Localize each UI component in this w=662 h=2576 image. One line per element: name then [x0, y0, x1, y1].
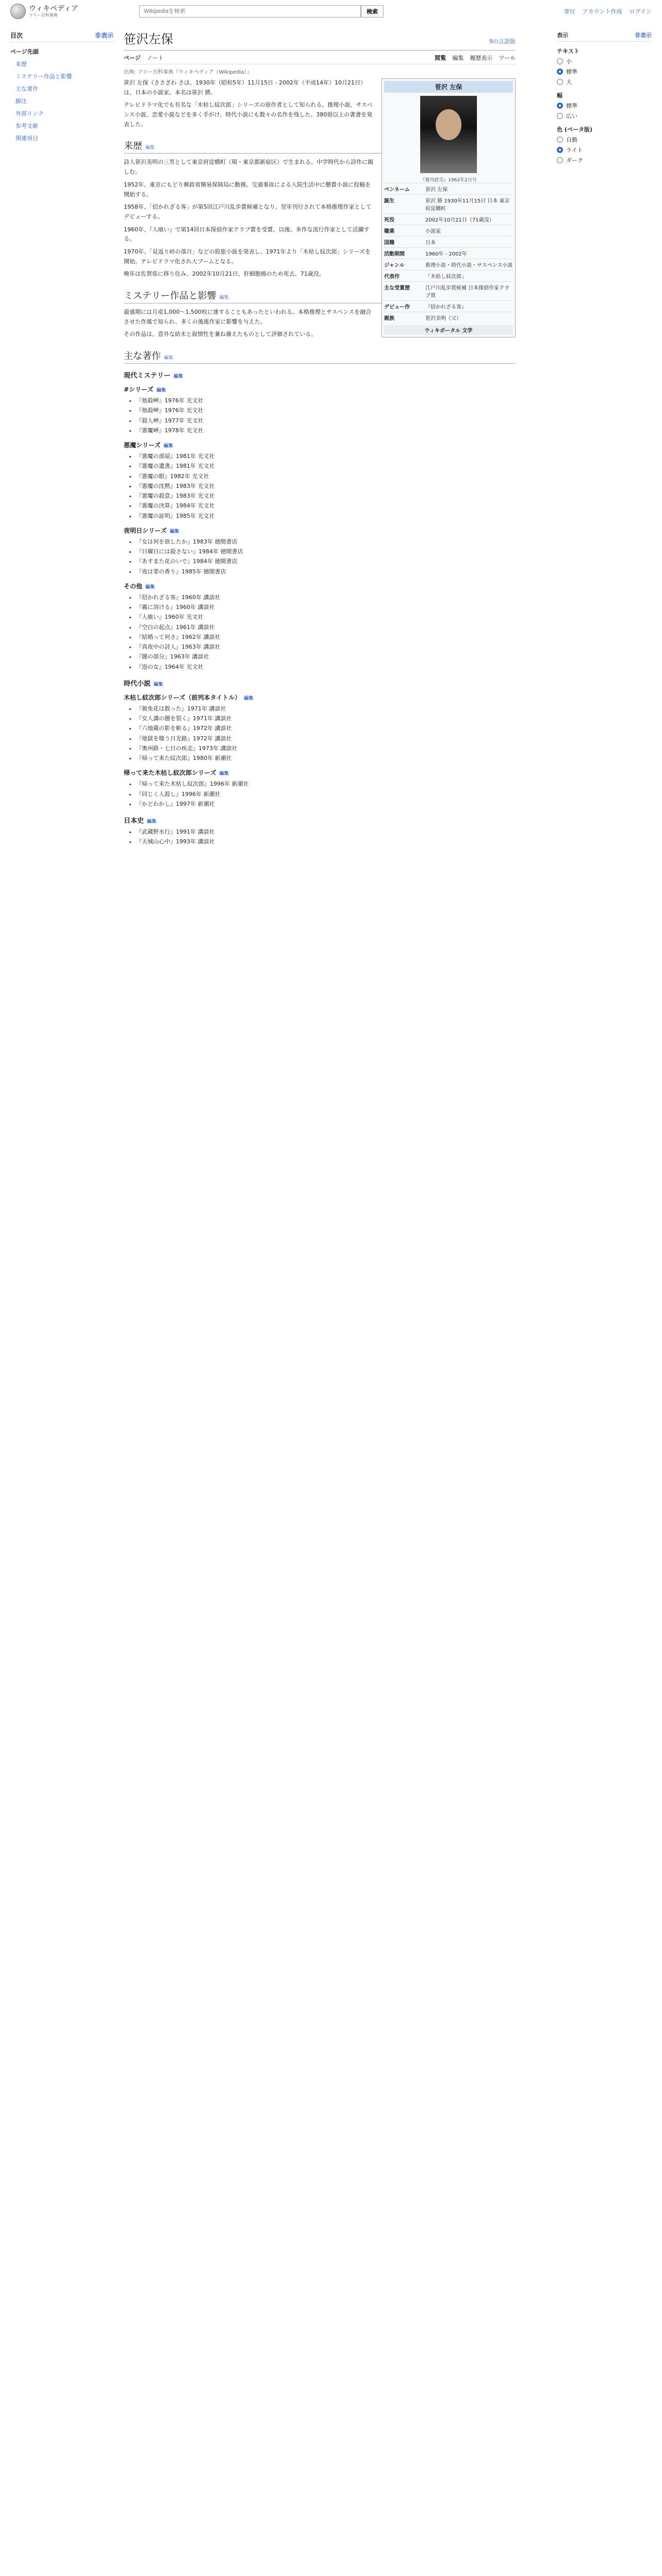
- infobox-row: [384, 236, 513, 247]
- edit-link[interactable]: 編集: [244, 696, 254, 701]
- work-item: • 『女人講の闇を裂く』1971年 講談社: [136, 714, 516, 723]
- work-list: [136, 779, 516, 809]
- edit-link[interactable]: 編集: [156, 388, 166, 394]
- work-item: • 『悪魔の殺意』1983年 光文社: [136, 491, 516, 501]
- work-item: • 『悪魔岬』1978年 光文社: [136, 426, 516, 435]
- work-item: • 『悪魔の決算』1984年 光文社: [136, 501, 516, 511]
- edit-link[interactable]: 編集: [164, 355, 174, 361]
- infobox-value: 推理小説・時代小説・サスペンス小説: [425, 263, 513, 268]
- infobox-row: [384, 270, 513, 281]
- radio-icon[interactable]: [557, 147, 563, 153]
- infobox-row: [384, 225, 513, 236]
- subsection-heading: [124, 693, 516, 702]
- paragraph: 1970年、「見返り峠の落日」などの股旅小説を発表し、1971年より「木枯し紋次郎」シリーズを開始。テレビドラマ化され大ブームとなる。: [124, 248, 371, 265]
- radio-label: 標準: [566, 69, 577, 75]
- work-item: • 『悪魔の証明』1985年 光文社: [136, 511, 516, 521]
- work-list: [136, 592, 516, 672]
- toc-item[interactable]: 参考文献: [15, 123, 38, 129]
- subsection-heading: [124, 370, 516, 380]
- tab[interactable]: ページ: [124, 55, 141, 61]
- subsection-title: 夜明日シリーズ: [124, 527, 167, 534]
- paragraph: 最盛期には月産1,000～1,500枚に達することもあったといわれる。本格推理とサスペンスを融合させた作風で知られ、多くの後進作家に影響を与えた。: [124, 309, 372, 325]
- infobox-key: 主な受賞歴: [384, 285, 410, 291]
- globe-icon: [10, 4, 26, 19]
- work-item: • 『霧に溶ける』1960年 講談社: [136, 602, 516, 612]
- portrait-photo[interactable]: [420, 96, 477, 173]
- infobox-key: 活動期間: [384, 251, 405, 257]
- radio-icon[interactable]: [557, 137, 563, 143]
- user-links: [564, 7, 652, 15]
- infobox-value: 小説家: [425, 229, 441, 234]
- work-item: • 『あすまた花のいで』1984年 徳間書店: [136, 556, 516, 566]
- infobox-key: 誕生: [384, 198, 394, 204]
- edit-link[interactable]: 編集: [145, 145, 155, 151]
- appearance-hide-link[interactable]: 非表示: [635, 32, 652, 39]
- work-item: • 『日曜日には殺さない』1984年 徳間書店: [136, 547, 516, 556]
- infobox-value: 日本: [425, 240, 436, 246]
- work-item: • 『武蔵野水行』1991年 講談社: [136, 827, 516, 837]
- edit-link[interactable]: 編集: [170, 529, 179, 534]
- toc-item[interactable]: 関連項目: [15, 135, 38, 142]
- work-item: • 『泡の女』1964年 光文社: [136, 662, 516, 672]
- work-item: • 『赦免花は散った』1971年 講談社: [136, 704, 516, 714]
- toc-item[interactable]: ページ先頭: [10, 48, 39, 55]
- work-item: • 『結婚って何さ』1962年 講談社: [136, 632, 516, 642]
- section-works-title: 主な著作: [124, 351, 161, 362]
- paragraph: テレビドラマ化でも有名な「木枯し紋次郎」シリーズの原作者として知られる。推理小説、サスペンス小説、恋愛小説などを多く手がけ、時代小説にも数々の名作を残した。380冊以上の著書を発表した。: [124, 101, 373, 128]
- edit-link[interactable]: 編集: [219, 295, 229, 300]
- toc-heading: 目次: [10, 32, 23, 39]
- work-list: [136, 704, 516, 764]
- infobox-key: 代表作: [384, 274, 400, 280]
- infobox-key: ジャンル: [384, 263, 405, 268]
- article: [124, 29, 516, 847]
- site-logo[interactable]: [10, 4, 129, 19]
- infobox: [382, 78, 516, 337]
- radio-label: 大: [566, 79, 572, 86]
- edit-link[interactable]: 編集: [173, 374, 183, 380]
- work-item: • 『奥州路・七日の疾走』1973年 講談社: [136, 743, 516, 753]
- header-link[interactable]: アカウント作成: [582, 8, 622, 15]
- infobox-key: ペンネーム: [384, 187, 410, 193]
- work-item: • 『六地蔵の影を斬る』1972年 講談社: [136, 723, 516, 733]
- edit-link[interactable]: 編集: [219, 771, 229, 777]
- radio-option[interactable]: [557, 146, 652, 154]
- work-item: • 『悪魔の沈黙』1983年 光文社: [136, 481, 516, 491]
- section-history-title: 来歴: [124, 141, 142, 152]
- infobox-key: デビュー作: [384, 304, 410, 310]
- subsection-title: 帰って来た木枯し紋次郎シリーズ: [124, 769, 217, 777]
- header-link[interactable]: 寄付: [564, 8, 575, 15]
- page-title: 笹沢左保: [124, 32, 173, 46]
- work-item: • 『夜は罪の香り』1985年 徳間書店: [136, 567, 516, 577]
- toc-item[interactable]: 主な著作: [15, 86, 38, 92]
- section-works: [124, 349, 516, 364]
- work-list: [136, 396, 516, 435]
- work-item: • 『他殺岬』1976年 光文社: [136, 396, 516, 405]
- infobox-row: [384, 213, 513, 225]
- logo-subtitle: フリー百科事典: [29, 12, 58, 18]
- radio-option[interactable]: [557, 101, 652, 110]
- section-mystery-title: ミステリー作品と影響: [124, 291, 217, 301]
- paragraph: 詩人笹沢美明の三男として東京府淀橋町（現・東京都新宿区）で生まれる。中学時代から詩作に親しむ。: [124, 159, 373, 176]
- infobox-row: [384, 247, 513, 259]
- paragraph: 1960年、『人喰い』で第14回日本探偵作家クラブ賞を受賞。以後、多作な流行作家として活躍する。: [124, 226, 370, 243]
- work-item: • 『他殺岬』1976年 光文社: [136, 405, 516, 415]
- edit-link[interactable]: 編集: [147, 819, 157, 825]
- infobox-value: 笹沢 勝 1930年11月15日 日本 東京府淀橋町: [425, 198, 510, 212]
- infobox-key: 親族: [384, 316, 394, 321]
- tab[interactable]: ノート: [146, 55, 164, 61]
- work-item: • 『悪魔の眼』1982年 光文社: [136, 471, 516, 481]
- work-item: • 『闇の部分』1963年 講談社: [136, 652, 516, 662]
- paragraph: 笹沢 左保（ささざわ さほ、1930年（昭和5年）11月15日 - 2002年（平成14年）10月21日）は、日本の小説家。本名は笹沢 勝。: [124, 79, 366, 96]
- subsection-title: #シリーズ: [124, 386, 154, 394]
- text-size-label: テキスト: [557, 48, 580, 55]
- tab[interactable]: ツール: [499, 55, 516, 61]
- infobox-value: 笹沢 左保: [425, 187, 448, 193]
- work-item: • 『真夜中の詩人』1963年 講談社: [136, 642, 516, 652]
- work-item: • 『天城山心中』1993年 講談社: [136, 837, 516, 846]
- radio-option[interactable]: [557, 57, 652, 65]
- infobox-row: [384, 194, 513, 213]
- radio-label: ライト: [566, 147, 583, 154]
- work-item: • 『帰って来た紋次郎』1980年 新潮社: [136, 753, 516, 763]
- work-item: • 『女は何を欲したか』1983年 徳間書店: [136, 537, 516, 547]
- radio-label: 小: [566, 58, 572, 65]
- radio-label: 自動: [566, 137, 577, 143]
- language-button[interactable]: 9の言語版: [489, 38, 516, 45]
- infobox-row: [384, 312, 513, 323]
- work-list: [136, 537, 516, 577]
- infobox-value: 笹沢美明（父）: [425, 316, 461, 321]
- toc-item[interactable]: 来歴: [15, 61, 27, 67]
- logo-title: ウィキペディア: [29, 4, 79, 13]
- edit-link[interactable]: 編集: [145, 584, 155, 590]
- radio-icon[interactable]: [557, 79, 563, 85]
- work-list: [136, 451, 516, 521]
- infobox-row: [384, 183, 513, 194]
- search-button[interactable]: 検索: [361, 5, 384, 18]
- subsection-heading: [124, 768, 516, 777]
- work-item: • 『帰って来た木枯し紋次郎』1996年 新潮社: [136, 779, 516, 789]
- subsection-heading: [124, 582, 516, 590]
- infobox-value: 1960年 - 2002年: [425, 251, 467, 257]
- radio-option[interactable]: [557, 112, 652, 120]
- infobox-value: 「木枯し紋次郎」: [425, 274, 467, 280]
- radio-icon[interactable]: [557, 113, 563, 119]
- photo-caption: 『週刊読売』1962年2月号: [420, 178, 477, 183]
- color-label: 色 (ベータ版): [557, 126, 592, 133]
- infobox-key: 国籍: [384, 240, 394, 246]
- radio-icon[interactable]: [557, 58, 563, 64]
- work-item: • 『かどわかし』1997年 新潮社: [136, 799, 516, 809]
- tagline: 出典: フリー百科事典『ウィキペディア（Wikipedia）』: [124, 70, 252, 75]
- work-item: • 『人喰い』1960年 光文社: [136, 612, 516, 622]
- work-item: • 『悪魔の遺書』1981年 光文社: [136, 461, 516, 471]
- radio-option[interactable]: [557, 78, 652, 86]
- subsection-title: その他: [124, 582, 143, 590]
- subsection-title: 時代小説: [124, 680, 151, 688]
- subsection-title: 日本史: [124, 817, 144, 825]
- radio-option[interactable]: [557, 67, 652, 76]
- subsection-title: 木枯し紋次郎シリーズ（前列本タイトル）: [124, 693, 241, 701]
- top-bar: [0, 0, 662, 23]
- work-item: • 『空白の起点』1961年 講談社: [136, 622, 516, 632]
- subsection-heading: [124, 815, 516, 825]
- appearance-heading: 表示: [557, 32, 568, 39]
- toc-item[interactable]: ミステリー作品と影響: [15, 73, 72, 80]
- width-label: 幅: [557, 92, 562, 99]
- portal-link[interactable]: ウィキポータル 文学: [384, 325, 513, 335]
- infobox-value: 『招かれざる客』: [425, 304, 467, 310]
- subsection-heading: [124, 440, 516, 449]
- paragraph: その作品は、意外な結末と叙情性を兼ね備えたものとして評価されている。: [124, 331, 317, 338]
- paragraph: 1958年、「招かれざる客」が第5回江戸川乱歩賞候補となり、翌年刊行されて本格推理作家としてデビューする。: [124, 204, 372, 220]
- infobox-value: 2002年10月21日（71歳没）: [425, 217, 494, 223]
- edit-link[interactable]: 編集: [163, 444, 173, 449]
- work-item: • 『招かれざる客』1960年 講談社: [136, 592, 516, 602]
- toc-hide-link[interactable]: 非表示: [94, 32, 113, 39]
- work-item: • 『悪魔の部屋』1981年 光文社: [136, 451, 516, 461]
- paragraph: 1952年、東京にもどり郵政省簡易保険局に勤務。交通事故による入院生活中に懸賞小説に投稿を開始する。: [124, 181, 371, 198]
- toc-sidebar: [10, 29, 113, 144]
- toc-item[interactable]: 脚注: [15, 98, 27, 105]
- radio-option[interactable]: [557, 135, 652, 144]
- tab[interactable]: 履歴表示: [470, 55, 493, 61]
- header-link[interactable]: ログイン: [629, 8, 652, 15]
- infobox-row: [384, 259, 513, 270]
- search-form: [139, 5, 384, 18]
- infobox-row: [384, 281, 513, 300]
- subsection-heading: [124, 526, 516, 535]
- work-item: • 『同じく人殺し』1996年 新潮社: [136, 789, 516, 799]
- paragraph: 晩年は佐賀県に移り住み、2002年10月21日、肝細胞癌のため死去。71歳没。: [124, 270, 325, 278]
- radio-option[interactable]: [557, 156, 652, 164]
- radio-icon[interactable]: [557, 103, 563, 109]
- radio-label: ダーク: [566, 157, 583, 164]
- search-input[interactable]: [139, 5, 361, 18]
- radio-label: 標準: [566, 103, 577, 109]
- infobox-key: 職業: [384, 229, 394, 234]
- page-tabs: [124, 54, 516, 64]
- toc-item[interactable]: 外部リンク: [15, 110, 44, 117]
- infobox-value: 江戸川乱歩賞候補 日本探偵作家クラブ賞: [425, 285, 510, 299]
- subsection-title: 現代ミステリー: [124, 372, 171, 380]
- subsection-title: 悪魔シリーズ: [124, 442, 161, 449]
- tab[interactable]: 編集: [452, 55, 464, 61]
- infobox-row: [384, 300, 513, 312]
- appearance-panel: [557, 29, 652, 166]
- subsection-heading: [124, 385, 516, 394]
- radio-label: 広い: [566, 113, 577, 120]
- work-list: [136, 827, 516, 847]
- work-item: • 『地獄を嗤う日光路』1972年 講談社: [136, 734, 516, 743]
- radio-icon[interactable]: [557, 157, 563, 163]
- edit-link[interactable]: 編集: [154, 682, 163, 687]
- infobox-key: 死没: [384, 217, 394, 223]
- tab[interactable]: 閲覧: [435, 55, 446, 61]
- subsection-heading: [124, 678, 516, 688]
- infobox-title: 笹沢 左保: [384, 81, 513, 93]
- radio-icon[interactable]: [557, 69, 563, 75]
- work-item: • 『殺人岬』1977年 光文社: [136, 416, 516, 426]
